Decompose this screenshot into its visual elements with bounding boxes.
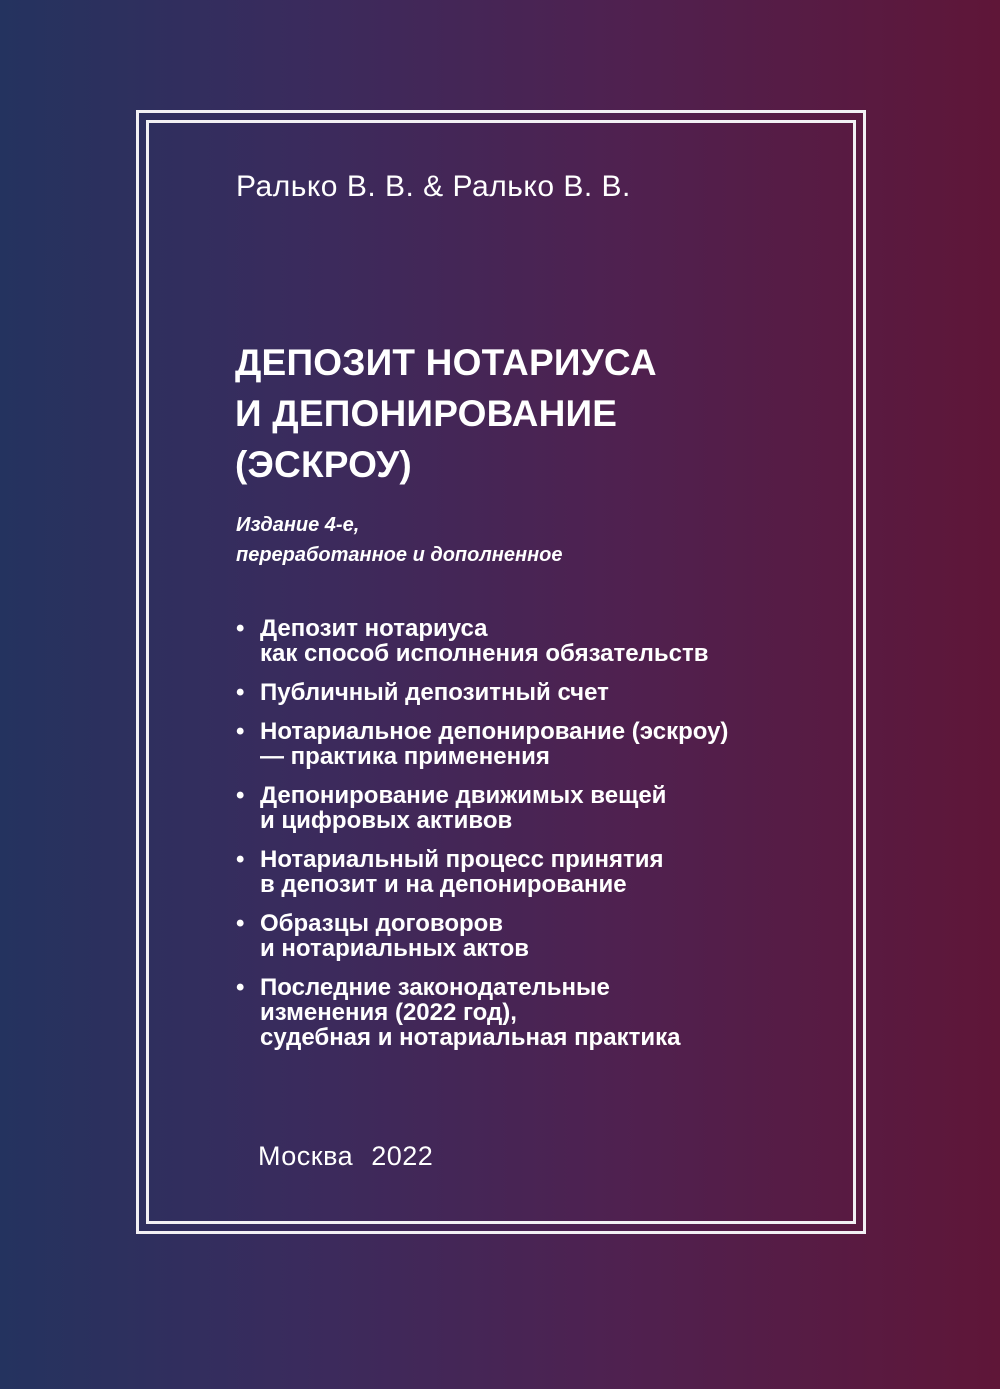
topic-item bbox=[236, 847, 836, 897]
topic-item bbox=[236, 911, 836, 961]
imprint-city: Москва bbox=[258, 1141, 354, 1171]
topic-line: Нотариальный процесс принятия bbox=[260, 846, 664, 873]
title-line: (ЭСКРОУ) bbox=[235, 444, 412, 485]
bullet-icon: • bbox=[236, 910, 245, 937]
edition-line: переработанное и дополненное bbox=[236, 544, 563, 566]
title-line: И ДЕПОНИРОВАНИЕ bbox=[235, 393, 618, 434]
topic-line: изменения (2022 год), bbox=[260, 999, 517, 1026]
topic-line: и цифровых активов bbox=[260, 807, 513, 834]
imprint bbox=[258, 1141, 433, 1172]
topic-line: как способ исполнения обязательств bbox=[260, 640, 709, 667]
bullet-icon: • bbox=[236, 782, 245, 809]
bullet-icon: • bbox=[236, 718, 245, 745]
bullet-icon: • bbox=[236, 846, 245, 873]
topic-line: Депозит нотариуса bbox=[260, 615, 488, 642]
topic-line: — практика применения bbox=[260, 743, 550, 770]
bullet-icon: • bbox=[236, 679, 245, 706]
topic-item bbox=[236, 616, 836, 666]
topic-line: Депонирование движимых вещей bbox=[260, 782, 667, 809]
authors: Ралько В. В. & Ралько В. В. bbox=[236, 170, 631, 203]
topic-line: Образцы договоров bbox=[260, 910, 504, 937]
topic-item bbox=[236, 783, 836, 833]
topic-line: судебная и нотариальная практика bbox=[260, 1024, 681, 1051]
topic-line: Публичный депозитный счет bbox=[260, 679, 609, 706]
book-title bbox=[235, 337, 657, 490]
title-line: ДЕПОЗИТ НОТАРИУСА bbox=[235, 342, 657, 383]
edition-note bbox=[236, 510, 563, 570]
imprint-year: 2022 bbox=[371, 1141, 434, 1171]
topic-item bbox=[236, 680, 836, 705]
topic-line: Последние законодательные bbox=[260, 974, 610, 1001]
topics-list bbox=[236, 616, 836, 1064]
bullet-icon: • bbox=[236, 615, 245, 642]
topic-line: и нотариальных актов bbox=[260, 935, 530, 962]
bullet-icon: • bbox=[236, 974, 245, 1001]
topic-line: в депозит и на депонирование bbox=[260, 871, 627, 898]
edition-line: Издание 4-е, bbox=[236, 514, 360, 536]
topic-item bbox=[236, 719, 836, 769]
topic-line: Нотариальное депонирование (эскроу) bbox=[260, 718, 729, 745]
topic-item bbox=[236, 975, 836, 1050]
